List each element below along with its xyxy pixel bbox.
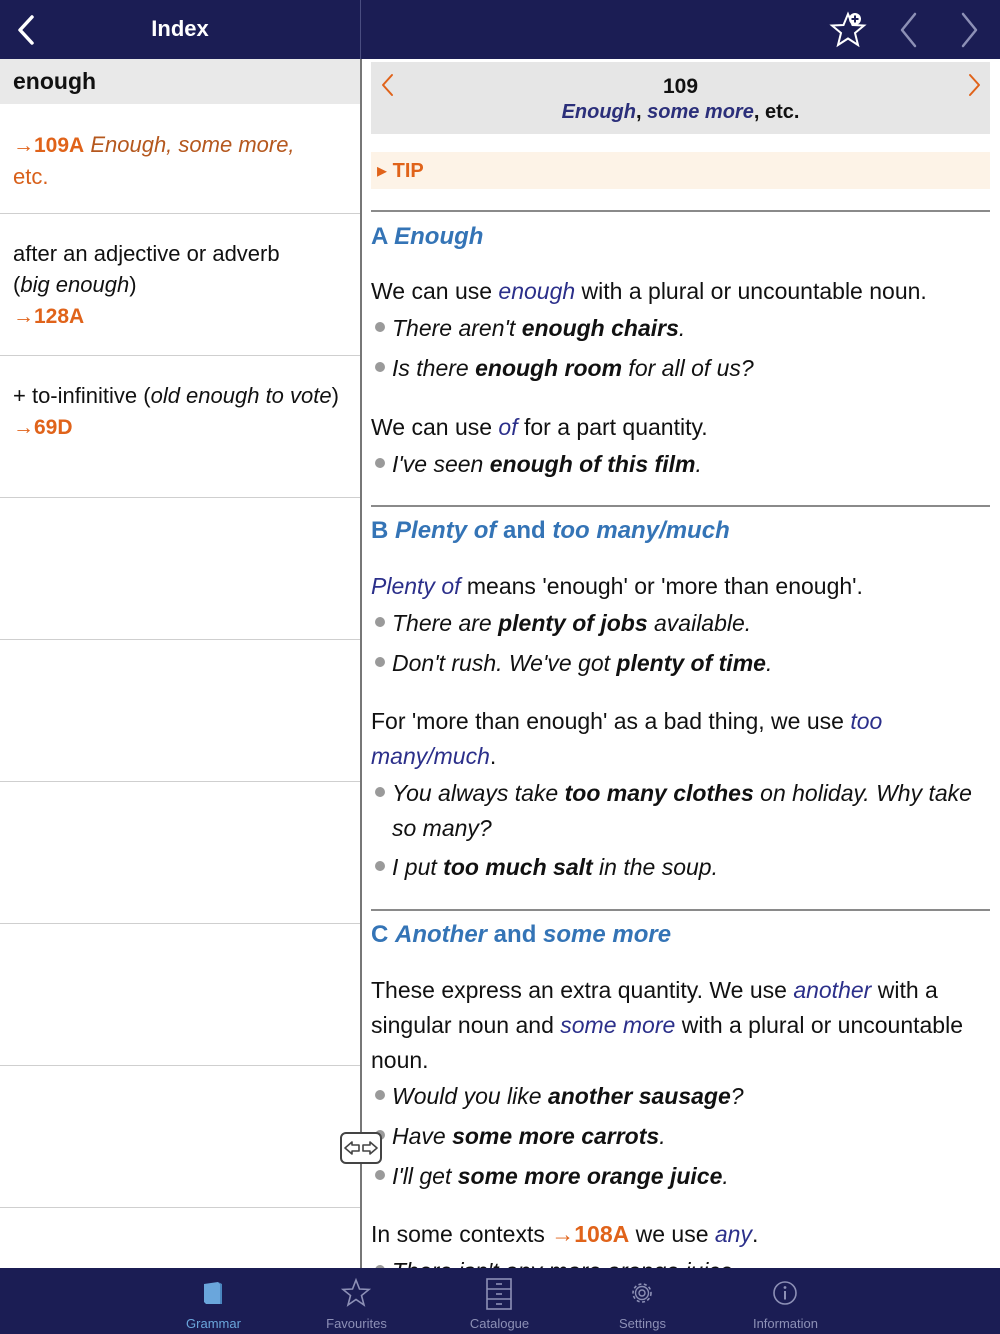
- cabinet-icon: [484, 1278, 514, 1310]
- entry-ref: →109A: [13, 134, 85, 157]
- tab-catalogue[interactable]: Catalogue: [428, 1268, 571, 1334]
- example-bullet: I put too much salt in the soup.: [371, 850, 981, 885]
- tab-favourites[interactable]: Favourites: [285, 1268, 428, 1334]
- section-divider: [371, 909, 990, 911]
- section-c-paragraph-1: These express an extra quantity. We use another with a singular noun and some more with a plural or uncountable noun.: [371, 977, 963, 1073]
- star-plus-icon: [828, 10, 872, 50]
- index-entry-128a[interactable]: after an adjective or adverb (big enough) →128A: [0, 214, 360, 356]
- example-bullet: You always take too many clothes on holiday. Why take so many?: [371, 776, 981, 846]
- list-item: [0, 498, 360, 640]
- section-divider: [371, 505, 990, 507]
- chevron-right-icon: [965, 72, 983, 98]
- example-bullet: I'll get some more orange juice.: [371, 1159, 981, 1194]
- example-bullet: Is there enough room for all of us?: [371, 351, 981, 386]
- back-button[interactable]: [10, 12, 46, 48]
- entry-title: Enough, some more,: [90, 132, 295, 157]
- index-entry-109a[interactable]: [0, 104, 360, 214]
- example-bullet: There are plenty of jobs available.: [371, 606, 981, 641]
- header-divider: [360, 0, 361, 59]
- entry-text: after an adjective or adverb: [13, 241, 280, 266]
- split-resize-handle[interactable]: [340, 1132, 382, 1164]
- section-b-paragraph-2: For 'more than enough' as a bad thing, we use too many/much.: [371, 708, 883, 769]
- section-b-heading: B Plenty of and too many/much: [371, 517, 730, 544]
- example-bullet: Don't rush. We've got plenty of time.: [371, 646, 981, 681]
- gear-icon: [627, 1278, 657, 1308]
- example-bullet: Have some more carrots.: [371, 1119, 981, 1154]
- unit-header: [371, 62, 990, 134]
- tip-toggle[interactable]: ▸ TIP: [371, 152, 990, 189]
- chevron-right-icon: [954, 10, 984, 50]
- star-icon: [341, 1278, 371, 1308]
- unit-title: Enough, some more, etc.: [561, 101, 800, 123]
- resize-arrows-icon: [342, 1134, 380, 1162]
- list-item: [0, 924, 360, 1066]
- chevron-left-icon: [894, 10, 924, 50]
- section-c-paragraph-2: In some contexts →108A we use any.: [371, 1221, 759, 1247]
- index-search-term: enough: [0, 59, 360, 104]
- section-b-paragraph-1: Plenty of means 'enough' or 'more than enough'.: [371, 573, 863, 599]
- entry-ref: →128A: [13, 305, 85, 328]
- tab-grammar[interactable]: Grammar: [142, 1268, 285, 1334]
- book-icon: [198, 1278, 228, 1308]
- unit-next-button[interactable]: [965, 72, 983, 98]
- entry-example: old enough to vote: [150, 383, 332, 408]
- chevron-left-icon: [10, 12, 46, 48]
- list-item: [0, 1066, 360, 1208]
- tab-information[interactable]: Information: [714, 1268, 857, 1334]
- index-entry-69d[interactable]: + to-infinitive (old enough to vote) →69D: [0, 356, 360, 498]
- tab-settings[interactable]: Settings: [571, 1268, 714, 1334]
- index-panel: [0, 59, 360, 1268]
- next-unit-button[interactable]: [954, 10, 984, 50]
- entry-example: big enough: [20, 272, 130, 297]
- unit-number: 109: [662, 75, 699, 98]
- example-bullet: There aren't enough chairs.: [371, 311, 981, 346]
- entry-ref: →69D: [13, 416, 73, 439]
- section-a-heading: A Enough: [371, 223, 484, 250]
- section-a-paragraph-2: We can use of for a part quantity.: [371, 414, 708, 440]
- top-bar: [0, 0, 1000, 59]
- list-item: [0, 640, 360, 782]
- info-icon: [770, 1278, 800, 1308]
- entry-title-cont: etc.: [13, 164, 49, 189]
- tab-bar: [0, 1268, 1000, 1334]
- cross-reference-link[interactable]: →108A: [551, 1221, 630, 1247]
- section-a-paragraph-1: We can use enough with a plural or uncountable noun.: [371, 278, 927, 304]
- content-panel: [362, 59, 1000, 1268]
- example-bullet: Would you like another sausage?: [371, 1079, 981, 1114]
- entry-text: + to-infinitive: [13, 383, 138, 408]
- index-title: Index: [151, 16, 209, 41]
- section-divider: [371, 210, 990, 212]
- add-favourite-button[interactable]: [828, 10, 872, 50]
- previous-unit-button[interactable]: [894, 10, 924, 50]
- example-bullet: I've seen enough of this film.: [371, 447, 981, 482]
- section-c-heading: C Another and some more: [371, 921, 672, 948]
- list-item: [0, 782, 360, 924]
